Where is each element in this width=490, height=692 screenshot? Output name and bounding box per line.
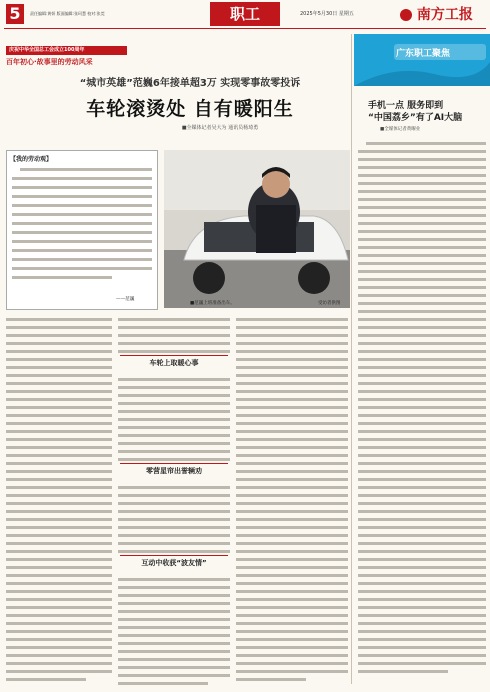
sidebar-title-2: “中国荔乡”有了AI大脑 [368,113,463,123]
intro-text [12,166,152,292]
photo-illustration [164,150,350,308]
sidebar-banner-title: 广东职工聚焦 [396,49,451,59]
subhead-rule [120,463,228,464]
body-text-lines [236,316,348,688]
sidebar-body [358,140,486,685]
article-photo [164,150,350,308]
header-rule [4,28,486,29]
sidebar-byline: ■全媒体记者黄曜业 [380,127,421,132]
issue-date: 2025年5月30日 星期五 [300,11,354,17]
subhead-rule [120,555,228,556]
article-kicker: “城市英雄”范巍6年接单超3万 实现零事故零投诉 [79,78,301,89]
intro-signature: ——范巍 [116,297,135,302]
body-text-lines [118,316,230,688]
subhead-3: 互动中收获“波友情” [141,559,207,567]
column-badge: 百年初心·故事里的劳动风采 [6,58,93,66]
subhead-1: 车轮上取暖心事 [149,359,199,367]
sidebar-text-lines [358,140,486,685]
section-title: 职工 [210,2,280,26]
anniversary-badge: 庆祝中华全国总工会成立100周年 [6,46,127,55]
intro-text-lines [12,166,152,292]
sidebar-title-1: 手机一点 服务即到 [368,101,444,111]
body-column-2 [118,316,230,688]
photo-caption: ■范巍上班准备出车。 [190,301,235,306]
article-headline: 车轮滚烫处 自有暖阳生 [86,98,294,120]
staff-line: 责任编辑:黄妍 版面编辑:张珂慧 校对:张莞 [30,11,105,16]
sidebar-banner-art [354,34,490,86]
page-header [0,0,490,28]
brand-name: 南方工报 [416,7,473,23]
article-byline: ■全媒体记者吴大为 通讯员杨琦勇 [181,125,259,131]
subhead-2: 零营星帘出誉辆劝 [146,467,202,475]
body-column-1 [6,316,112,688]
newspaper-logo [400,4,486,24]
intro-title: 【我的劳动观】 [10,156,53,163]
sidebar-banner [354,34,490,86]
body-text-lines [6,316,112,688]
brand-icon [400,9,412,21]
subhead-rule [120,355,228,356]
column-divider [351,34,352,684]
page-number: 5 [6,4,24,24]
photo-credit: 受访者供图 [318,301,341,306]
body-column-3 [236,316,348,688]
